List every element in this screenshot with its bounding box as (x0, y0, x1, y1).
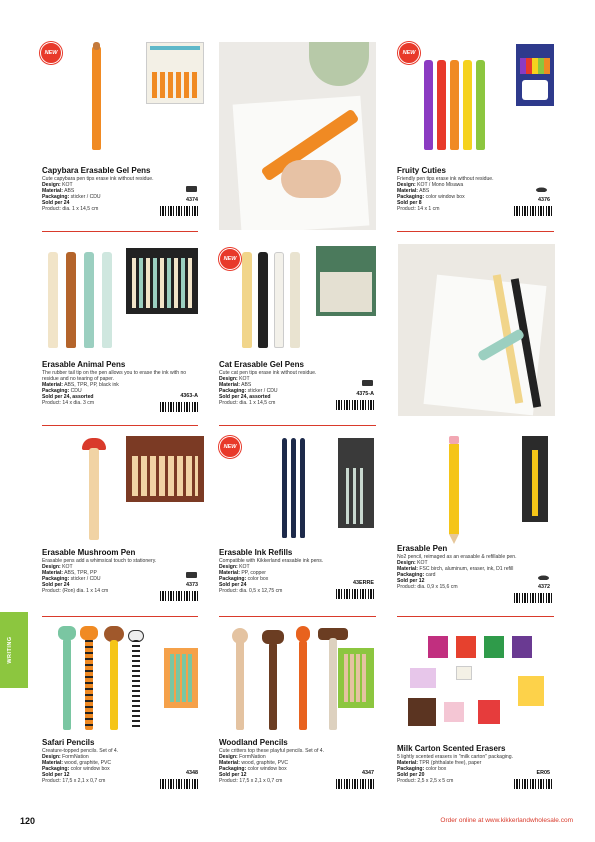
product-packaging: color window box (70, 766, 110, 773)
product-packaging: sticker / CDU (70, 576, 101, 583)
packaging-label: Packaging: (397, 766, 425, 773)
product-sold-per: Sold per 24 (42, 582, 70, 589)
product-material: ABS, TPR, PP, black ink (64, 382, 119, 389)
milk-carton-erasers-image (398, 632, 558, 732)
product-title: Milk Carton Scented Erasers (397, 744, 506, 753)
product-design: FormNation (239, 754, 266, 761)
product-description: Cute cat pen tips erase ink without residue. (219, 370, 317, 376)
barcode (514, 779, 554, 789)
product-sold-per: Sold per 12 (397, 578, 425, 585)
material-label: Material: (397, 566, 418, 573)
animal-pens-display-image (126, 248, 198, 314)
packaging-label: Packaging: (42, 388, 70, 395)
product-packaging: card (425, 572, 436, 579)
product-sold-per: Sold per 12 (219, 772, 247, 779)
product-title: Erasable Ink Refills (219, 548, 293, 557)
material-label: Material: (42, 382, 63, 389)
material-label: Material: (42, 188, 63, 195)
product-design: KOT (62, 564, 73, 571)
safari-pencils-package-image (164, 648, 198, 708)
product-sku: 4373 (186, 582, 198, 588)
product-design: FormNation (62, 754, 89, 761)
packaging-label: Packaging: (397, 572, 425, 579)
product-description: Creature-topped pencils. Set of 4. (42, 748, 119, 754)
woodland-pencils-package-image (338, 648, 374, 708)
product-title: Cat Erasable Gel Pens (219, 360, 304, 369)
product-material: ABS (241, 382, 252, 389)
product-sku: 4347 (362, 770, 374, 776)
barcode (160, 779, 198, 789)
packaging-label: Packaging: (219, 388, 247, 395)
material-label: Material: (219, 570, 240, 577)
divider (219, 616, 376, 617)
product-material: ABS (64, 188, 75, 195)
product-sku: 4376 (538, 197, 550, 203)
product-sku: 4375-A (356, 391, 374, 397)
erasable-pen-package-image (522, 436, 548, 522)
product-material: ABS (419, 188, 430, 195)
design-label: Design: (42, 754, 61, 761)
product-description: No2 pencil, reimaged as an erasable & refillable pen. (397, 554, 517, 560)
barcode (336, 589, 374, 599)
packaging-label: Packaging: (219, 766, 247, 773)
design-label: Design: (397, 182, 416, 189)
ink-refills-package-image (338, 438, 374, 528)
cat-pens-display-image (316, 246, 376, 316)
pens-lifestyle-photo (398, 244, 555, 416)
design-label: Design: (42, 564, 61, 571)
packaging-label: Packaging: (219, 576, 247, 583)
product-packaging: sticker / CDU (247, 388, 278, 395)
product-sku: 4372 (538, 584, 550, 590)
product-sku: 4374 (186, 197, 198, 203)
truck-icon (186, 572, 197, 578)
barcode (160, 591, 198, 601)
divider (42, 231, 198, 232)
product-title: Capybara Erasable Gel Pens (42, 166, 151, 175)
product-packaging: color box (247, 576, 269, 583)
barcode (336, 400, 374, 410)
product-description: Compatible with Kikkerland erasable ink pens. (219, 558, 324, 564)
design-label: Design: (219, 564, 238, 571)
material-label: Material: (219, 760, 240, 767)
packaging-label: Packaging: (397, 194, 425, 201)
product-packaging: CDU (70, 388, 82, 395)
barcode (160, 402, 198, 412)
product-description: 5 lightly scented erasers in "milk carton" packaging. (397, 754, 514, 760)
packaging-label: Packaging: (42, 194, 70, 201)
product-sold-per: Sold per 12 (42, 772, 70, 779)
capybara-package-image (146, 42, 204, 104)
new-badge: NEW (398, 42, 420, 64)
product-dimensions: Product: 17,5 x 2,1 x 0,7 cm (42, 778, 106, 785)
new-badge: NEW (219, 436, 241, 458)
product-dimensions: Product: dia. 1 x 14,5 cm (219, 400, 276, 407)
product-material: TPR (phthalate free), paper (419, 760, 482, 767)
product-design: KOT / Mono Misawa (417, 182, 464, 189)
new-badge: NEW (219, 248, 241, 270)
product-dimensions: Product: dia. 0,9 x 15,6 cm (397, 584, 458, 591)
product-sold-per: Sold per 20 (397, 772, 425, 779)
safari-pencils-image (50, 624, 160, 734)
product-title: Erasable Mushroom Pen (42, 548, 136, 557)
material-label: Material: (397, 188, 418, 195)
barcode (160, 206, 198, 216)
product-sku: ER05 (536, 770, 550, 776)
product-sold-per: Sold per 8 (397, 200, 422, 207)
divider (219, 425, 376, 426)
product-description: Friendly pen tips erase ink without residue. (397, 176, 494, 182)
divider (397, 231, 554, 232)
product-sold-per: Sold per 24 (219, 582, 247, 589)
page-number: 120 (20, 816, 36, 826)
product-sku: 4348 (186, 770, 198, 776)
product-packaging: color box (425, 766, 447, 773)
section-tab-label: WRITING (7, 636, 13, 664)
divider (397, 616, 554, 617)
barcode (336, 779, 374, 789)
product-description: Cute critters top these playful pencils. Set of 4. (219, 748, 325, 754)
animal-pens-image (40, 246, 124, 356)
divider (42, 616, 198, 617)
product-packaging: color window box (425, 194, 465, 201)
product-title: Fruity Cuties (397, 166, 446, 175)
product-description: Erasable pens add a whimsical touch to stationery. (42, 558, 157, 564)
product-description: Cute capybara pen tips erase ink without residue. (42, 176, 154, 182)
material-label: Material: (397, 760, 418, 767)
design-label: Design: (42, 182, 61, 189)
product-dimensions: Product: 2,5 x 2,5 x 5 cm (397, 778, 454, 785)
product-material: wood, graphite, PVC (64, 760, 112, 767)
material-label: Material: (42, 570, 63, 577)
barcode (514, 593, 554, 603)
fruity-cuties-package-image (516, 44, 554, 106)
woodland-pencils-image (226, 624, 356, 734)
product-dimensions: Product: 14 x dia. 3 cm (42, 400, 95, 407)
barcode (514, 206, 554, 216)
product-material: PP, copper (241, 570, 266, 577)
product-title: Woodland Pencils (219, 738, 288, 747)
product-description: The rubber tail tip on the pen allows you to erase the ink with no residue and no tearing of paper. (42, 370, 187, 383)
product-sold-per: Sold per 24 (42, 200, 70, 207)
product-dimensions: Product: dia. 1 x 14,5 cm (42, 206, 99, 213)
truck-icon (362, 380, 373, 386)
capybara-lifestyle-photo (219, 42, 376, 230)
product-design: KOT (62, 182, 73, 189)
product-packaging: color window box (247, 766, 287, 773)
product-title: Erasable Pen (397, 544, 448, 553)
product-material: wood, graphite, PVC (241, 760, 289, 767)
design-label: Design: (397, 560, 416, 567)
erasable-pen-image (440, 436, 470, 546)
footer-order-link[interactable]: Order online at www.kikkerlandwholesale.com (440, 817, 573, 824)
product-sold-per: Sold per 24, assorted (42, 394, 94, 401)
mushroom-pen-image (80, 436, 110, 546)
product-packaging: sticker / CDU (70, 194, 101, 201)
product-dimensions: Product: (Ron) dia. 1 x 14 cm (42, 588, 109, 595)
material-label: Material: (42, 760, 63, 767)
material-label: Material: (219, 382, 240, 389)
product-material: ABS, TPR, PP (64, 570, 97, 577)
cloud-icon (536, 186, 547, 192)
truck-icon (186, 186, 197, 192)
cloud-icon (538, 574, 549, 580)
packaging-label: Packaging: (42, 766, 70, 773)
product-design: KOT (239, 564, 250, 571)
product-title: Erasable Animal Pens (42, 360, 126, 369)
product-dimensions: Product: 17,5 x 2,1 x 0,7 cm (219, 778, 283, 785)
product-sold-per: Sold per 24, assorted (219, 394, 271, 401)
packaging-label: Packaging: (42, 576, 70, 583)
product-dimensions: Product: dia. 0,5 x 12,75 cm (219, 588, 283, 595)
product-design: KOT (417, 560, 428, 567)
product-specs (42, 558, 202, 595)
mushroom-pen-display-image (126, 436, 204, 502)
product-material: FSC birch, aluminum, eraser, ink, D1 refill (419, 566, 514, 573)
new-badge: NEW (40, 42, 62, 64)
section-tab (0, 612, 28, 688)
design-label: Design: (219, 376, 238, 383)
product-dimensions: Product: 14 x 1 cm (397, 206, 440, 213)
product-design: KOT (239, 376, 250, 383)
product-sku: 4363-A (180, 393, 198, 399)
divider (42, 425, 198, 426)
design-label: Design: (219, 754, 238, 761)
product-sku: 43ERRE (353, 580, 374, 586)
product-title: Safari Pencils (42, 738, 95, 747)
ink-refills-image (280, 436, 310, 546)
